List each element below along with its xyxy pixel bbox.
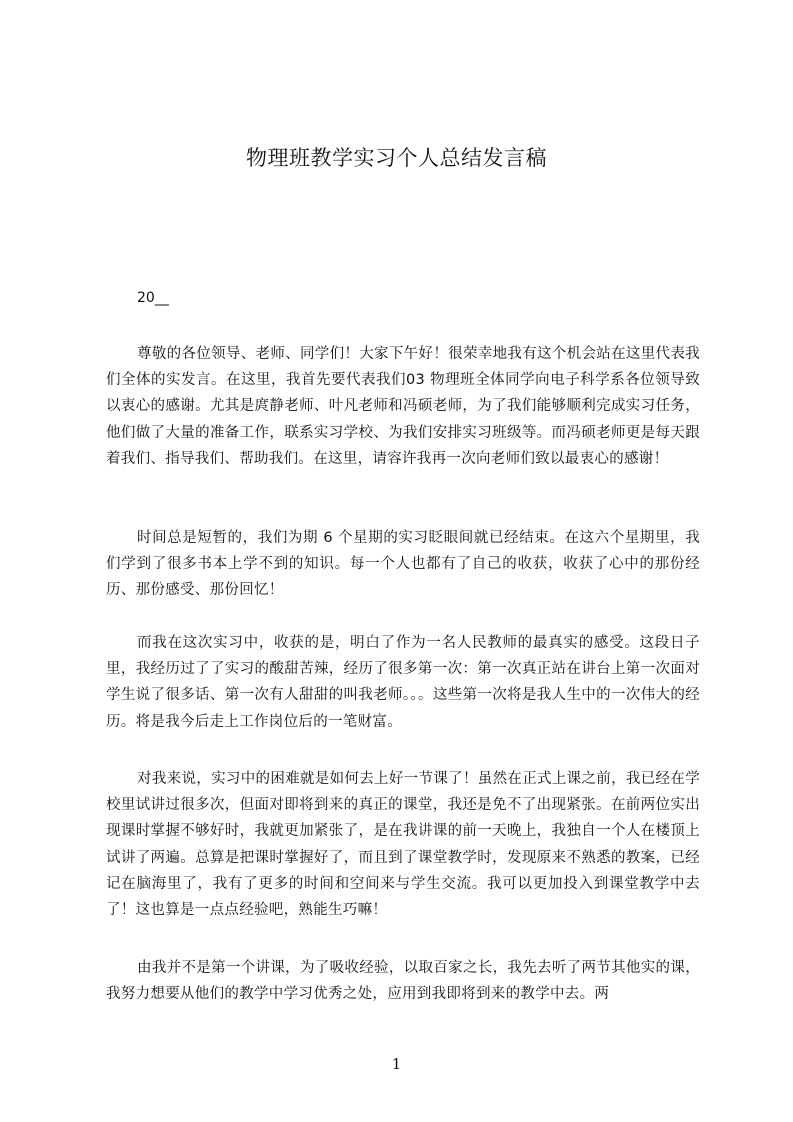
document-title: 物理班教学实习个人总结发言稿 xyxy=(246,146,547,170)
paragraph-experience: 由我并不是第一个讲课，为了吸收经验，以取百家之长，我先去听了两节其他实的课，我努力想要从他们的教学中学习优秀之处，应用到我即将到来的教学中去。两 xyxy=(106,960,700,1003)
paragraph-difficulty: 对我来说，实习中的困难就是如何去上好一节课了！虽然在正式上课之前，我已经在学校里试讲过很多次，但面对即将到来的真正的课堂，我还是免不了出现紧张。在前两位实出现课时掌握不够好时，我就更加紧张了，是在我讲课的前一天晚上，我独自一个人在楼顶上试讲了两遍。总算是把课时掌握好了，而且到了课堂教学时，发现原来不熟悉的教案，已经记在脑海里了，我有了更多的时间和空间来与学生交流。我可以更加投入到课堂教学中去了！这也算是一点点经验吧，熟能生巧嘛！ xyxy=(106,771,700,919)
date-line: 20__ xyxy=(137,290,169,306)
paragraph-greeting: 尊敬的各位领导、老师、同学们！大家下午好！很荣幸地我有这个机会站在这里代表我们全体的实发言。在这里，我首先要代表我们03 物理班全体同学向电子科学系各位领导致以衷心的感谢。尤其是庹静老师、叶凡老师和冯硕老师，为了我们能够顺利完成实习任务，他们做了大量的准备工作，联系实习学校、为我们安排实习班级等。而冯硕老师更是每天跟着我们、指导我们、帮助我们。在这里，请容许我再一次向老师们致以最衷心的感谢！ xyxy=(106,346,700,467)
paragraph-harvest: 而我在这次实习中，收获的是，明白了作为一名人民教师的最真实的感受。这段日子里，我经历过了了实习的酸甜苦辣，经历了很多第一次：第一次真正站在讲台上第一次面对学生说了很多话、第一次有人甜甜的叫我老师。。。这些第一次将是我人生中的一次伟大的经历。将是我今后走上工作岗位后的一笔财富。 xyxy=(106,635,700,730)
paragraph-time: 时间总是短暂的，我们为期 6 个星期的实习眨眼间就已经结束。在这六个星期里，我们学到了很多书本上学不到的知识。每一个人也都有了自己的收获，收获了心中的那份经历、那份感受、那份回忆！ xyxy=(106,530,700,599)
page-number: 1 xyxy=(391,1055,402,1073)
